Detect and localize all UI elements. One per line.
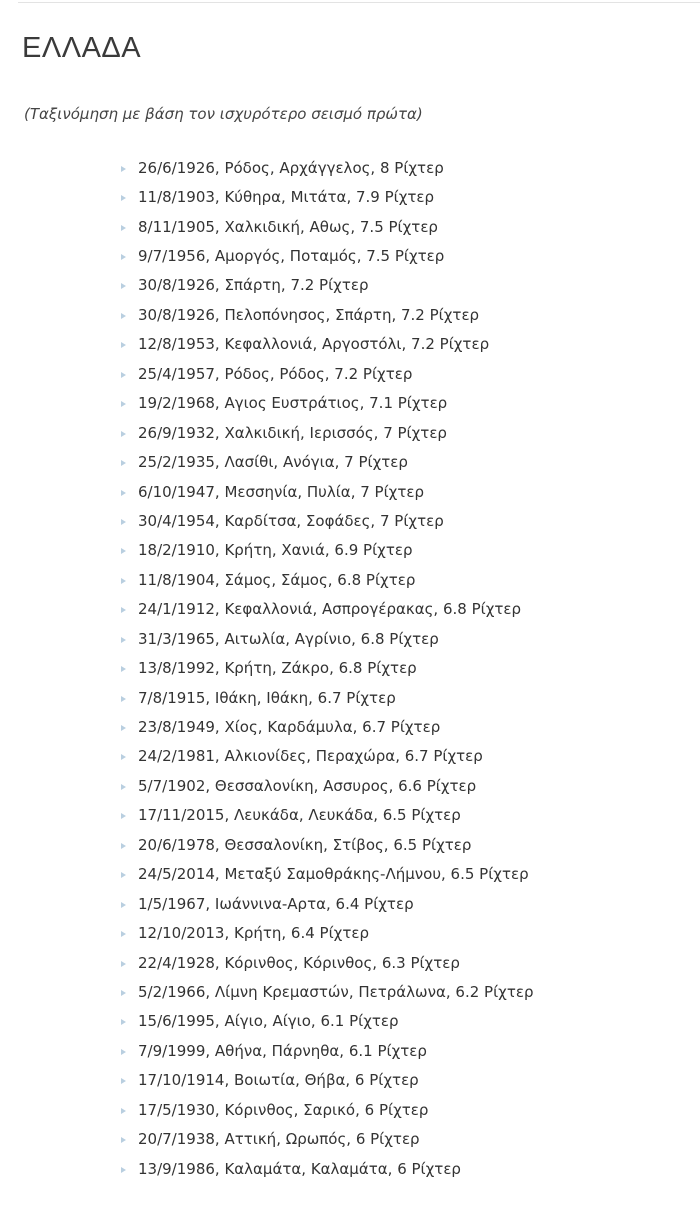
earthquake-entry: 25/2/1935, Λασίθι, Ανόγια, 7 Ρίχτερ: [138, 453, 408, 472]
list-item: [121, 801, 534, 830]
top-divider: [18, 2, 700, 3]
earthquake-entry: 18/2/1910, Κρήτη, Χανιά, 6.9 Ρίχτερ: [138, 541, 413, 560]
triangle-bullet-icon: [121, 1137, 126, 1143]
list-item: [121, 918, 534, 947]
list-item: [121, 418, 534, 447]
earthquake-entry: 22/4/1928, Κόρινθος, Κόρινθος, 6.3 Ρίχτερ: [138, 953, 460, 972]
triangle-bullet-icon: [121, 1167, 126, 1173]
triangle-bullet-icon: [121, 254, 126, 260]
triangle-bullet-icon: [121, 519, 126, 525]
earthquake-entry: 7/9/1999, Αθήνα, Πάρνηθα, 6.1 Ρίχτερ: [138, 1041, 427, 1060]
triangle-bullet-icon: [121, 195, 126, 201]
earthquake-entry: 30/4/1954, Καρδίτσα, Σοφάδες, 7 Ρίχτερ: [138, 511, 444, 530]
list-item: [121, 182, 534, 211]
list-item: [121, 653, 534, 682]
triangle-bullet-icon: [121, 666, 126, 672]
triangle-bullet-icon: [121, 843, 126, 849]
earthquake-entry: 12/8/1953, Κεφαλλονιά, Αργοστόλι, 7.2 Ρίχτερ: [138, 335, 490, 354]
list-item: [121, 359, 534, 388]
list-item: [121, 1066, 534, 1095]
list-item: [121, 1007, 534, 1036]
list-item: [121, 565, 534, 594]
triangle-bullet-icon: [121, 754, 126, 760]
list-item: [121, 153, 534, 182]
earthquake-entry: 31/3/1965, Αιτωλία, Αγρίνιο, 6.8 Ρίχτερ: [138, 629, 439, 648]
triangle-bullet-icon: [121, 342, 126, 348]
earthquake-entry: 11/8/1903, Κύθηρα, Μιτάτα, 7.9 Ρίχτερ: [138, 188, 435, 207]
earthquake-entry: 20/6/1978, Θεσσαλονίκη, Στίβος, 6.5 Ρίχτερ: [138, 835, 472, 854]
list-item: [121, 300, 534, 329]
triangle-bullet-icon: [121, 637, 126, 643]
triangle-bullet-icon: [121, 1049, 126, 1055]
earthquake-entry: 17/5/1930, Κόρινθος, Σαρικό, 6 Ρίχτερ: [138, 1100, 429, 1119]
earthquake-entry: 20/7/1938, Αττική, Ωρωπός, 6 Ρίχτερ: [138, 1130, 420, 1149]
triangle-bullet-icon: [121, 813, 126, 819]
earthquake-entry: 25/4/1957, Ρόδος, Ρόδος, 7.2 Ρίχτερ: [138, 364, 413, 383]
earthquake-entry: 19/2/1968, Αγιος Ευστράτιος, 7.1 Ρίχτερ: [138, 394, 448, 413]
page-title: ΕΛΛΑΔΑ: [22, 32, 142, 64]
earthquake-entry: 24/5/2014, Μεταξύ Σαμοθράκης-Λήμνου, 6.5 Ρίχτερ: [138, 865, 529, 884]
earthquake-entry: 13/8/1992, Κρήτη, Ζάκρο, 6.8 Ρίχτερ: [138, 659, 417, 678]
list-item: [121, 447, 534, 476]
list-item: [121, 948, 534, 977]
triangle-bullet-icon: [121, 961, 126, 967]
list-item: [121, 506, 534, 535]
triangle-bullet-icon: [121, 784, 126, 790]
earthquake-entry: 5/7/1902, Θεσσαλονίκη, Ασσυρος, 6.6 Ρίχτερ: [138, 776, 477, 795]
triangle-bullet-icon: [121, 225, 126, 231]
list-item: [121, 742, 534, 771]
list-item: [121, 1036, 534, 1065]
list-item: [121, 860, 534, 889]
earthquake-entry: 12/10/2013, Κρήτη, 6.4 Ρίχτερ: [138, 924, 369, 943]
list-item: [121, 271, 534, 300]
triangle-bullet-icon: [121, 460, 126, 466]
list-item: [121, 1095, 534, 1124]
triangle-bullet-icon: [121, 313, 126, 319]
list-item: [121, 477, 534, 506]
triangle-bullet-icon: [121, 725, 126, 731]
triangle-bullet-icon: [121, 1078, 126, 1084]
sort-note: (Ταξινόμηση με βάση τον ισχυρότερο σεισμό πρώτα): [24, 105, 423, 123]
triangle-bullet-icon: [121, 166, 126, 172]
triangle-bullet-icon: [121, 902, 126, 908]
earthquake-entry: 6/10/1947, Μεσσηνία, Πυλία, 7 Ρίχτερ: [138, 482, 424, 501]
list-item: [121, 771, 534, 800]
triangle-bullet-icon: [121, 696, 126, 702]
list-item: [121, 683, 534, 712]
list-item: [121, 624, 534, 653]
triangle-bullet-icon: [121, 872, 126, 878]
earthquake-entry: 26/6/1926, Ρόδος, Αρχάγγελος, 8 Ρίχτερ: [138, 158, 444, 177]
earthquake-entry: 7/8/1915, Ιθάκη, Ιθάκη, 6.7 Ρίχτερ: [138, 688, 396, 707]
list-item: [121, 595, 534, 624]
earthquake-entry: 17/11/2015, Λευκάδα, Λευκάδα, 6.5 Ρίχτερ: [138, 806, 461, 825]
earthquake-entry: 13/9/1986, Καλαμάτα, Καλαμάτα, 6 Ρίχτερ: [138, 1159, 461, 1178]
earthquake-entry: 24/1/1912, Κεφαλλονιά, Ασπρογέρακας, 6.8 Ρίχτερ: [138, 600, 522, 619]
triangle-bullet-icon: [121, 548, 126, 554]
earthquake-entry: 17/10/1914, Βοιωτία, Θήβα, 6 Ρίχτερ: [138, 1071, 419, 1090]
triangle-bullet-icon: [121, 1108, 126, 1114]
triangle-bullet-icon: [121, 990, 126, 996]
earthquake-entry: 8/11/1905, Χαλκιδική, Αθως, 7.5 Ρίχτερ: [138, 217, 438, 236]
triangle-bullet-icon: [121, 431, 126, 437]
list-item: [121, 712, 534, 741]
earthquake-list: [121, 153, 534, 1183]
earthquake-entry: 30/8/1926, Σπάρτη, 7.2 Ρίχτερ: [138, 276, 369, 295]
earthquake-entry: 15/6/1995, Αίγιο, Αίγιο, 6.1 Ρίχτερ: [138, 1012, 399, 1031]
list-item: [121, 977, 534, 1006]
triangle-bullet-icon: [121, 283, 126, 289]
list-item: [121, 889, 534, 918]
earthquake-entry: 23/8/1949, Χίος, Καρδάμυλα, 6.7 Ρίχτερ: [138, 718, 441, 737]
triangle-bullet-icon: [121, 372, 126, 378]
earthquake-entry: 5/2/1966, Λίμνη Κρεμαστών, Πετράλωνα, 6.2 Ρίχτερ: [138, 982, 534, 1001]
earthquake-entry: 1/5/1967, Ιωάννινα-Αρτα, 6.4 Ρίχτερ: [138, 894, 414, 913]
earthquake-entry: 26/9/1932, Χαλκιδική, Ιερισσός, 7 Ρίχτερ: [138, 423, 447, 442]
triangle-bullet-icon: [121, 607, 126, 613]
triangle-bullet-icon: [121, 401, 126, 407]
list-item: [121, 1124, 534, 1153]
list-item: [121, 1154, 534, 1183]
triangle-bullet-icon: [121, 578, 126, 584]
list-item: [121, 241, 534, 270]
list-item: [121, 536, 534, 565]
triangle-bullet-icon: [121, 490, 126, 496]
list-item: [121, 389, 534, 418]
triangle-bullet-icon: [121, 931, 126, 937]
list-item: [121, 330, 534, 359]
earthquake-entry: 24/2/1981, Αλκιονίδες, Περαχώρα, 6.7 Ρίχτερ: [138, 747, 483, 766]
list-item: [121, 830, 534, 859]
list-item: [121, 212, 534, 241]
earthquake-entry: 9/7/1956, Αμοργός, Ποταμός, 7.5 Ρίχτερ: [138, 247, 445, 266]
earthquake-entry: 11/8/1904, Σάμος, Σάμος, 6.8 Ρίχτερ: [138, 570, 416, 589]
earthquake-entry: 30/8/1926, Πελοπόνησος, Σπάρτη, 7.2 Ρίχτερ: [138, 305, 480, 324]
triangle-bullet-icon: [121, 1019, 126, 1025]
